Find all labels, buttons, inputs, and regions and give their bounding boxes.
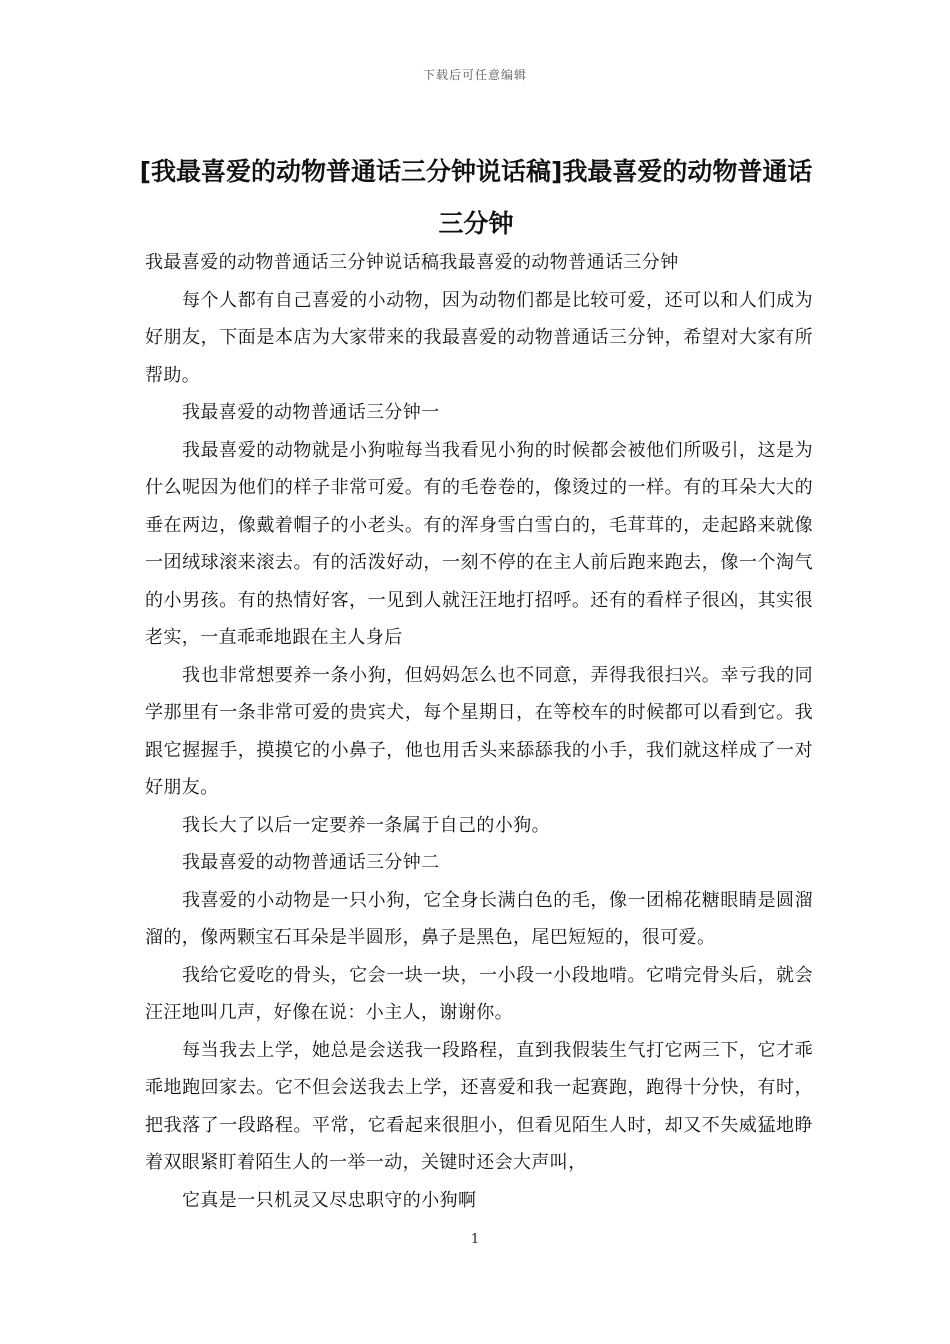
- paragraph: 它真是一只机灵又尽忠职守的小狗啊: [182, 1189, 477, 1211]
- paragraph: 我最喜爱的动物就是小狗啦每当我看见小狗的时候都会被他们所吸引，这是为什么呢因为他们的样子非常可爱。有的毛卷卷的，像烫过的一样。有的耳朵大大的垂在两边，像戴着帽子的小老头。有的浑身雪白雪白的，毛茸茸的，走起路来就像一团绒球滚来滚去。有的活泼好动，一刻不停的在主人前后跑来跑去，像一个淘气的小男孩。有的热情好客，一见到人就汪汪地打招呼。还有的看样子很凶，其实很老实，一直乖乖地跟在主人身后: [145, 439, 813, 648]
- paragraph: 我最喜爱的动物普通话三分钟说话稿我最喜爱的动物普通话三分钟: [145, 252, 679, 273]
- paragraph: 我喜爱的小动物是一只小狗，它全身长满白色的毛，像一团棉花糖眼睛是圆溜溜的，像两颗宝石耳朵是半圆形，鼻子是黑色，尾巴短短的，很可爱。: [145, 889, 813, 948]
- section-heading: 我最喜爱的动物普通话三分钟二: [182, 852, 440, 873]
- paragraph: 我给它爱吃的骨头，它会一块一块，一小段一小段地啃。它啃完骨头后，就会汪汪地叫几声，好像在说：小主人，谢谢你。: [145, 964, 813, 1023]
- document-body: [145, 244, 813, 1219]
- section-heading: 我最喜爱的动物普通话三分钟一: [182, 402, 440, 423]
- document-title: [我最喜爱的动物普通话三分钟说话稿]我最喜爱的动物普通话三分钟: [139, 157, 813, 238]
- paragraph: 我长大了以后一定要养一条属于自己的小狗。: [182, 814, 550, 836]
- paragraph: 我也非常想要养一条小狗，但妈妈怎么也不同意，弄得我很扫兴。幸亏我的同学那里有一条非常可爱的贵宾犬，每个星期日，在等校车的时候都可以看到它。我跟它握握手，摸摸它的小鼻子，他也用舌头来舔舔我的小手，我们就这样成了一对好朋友。: [145, 664, 813, 798]
- page-number: 1: [470, 1232, 480, 1247]
- header-note: 下载后可任意编辑: [422, 68, 527, 82]
- paragraph: 每个人都有自己喜爱的小动物，因为动物们都是比较可爱，还可以和人们成为好朋友，下面是本店为大家带来的我最喜爱的动物普通话三分钟，希望对大家有所帮助。: [145, 289, 813, 386]
- paragraph: 每当我去上学，她总是会送我一段路程，直到我假装生气打它两三下，它才乖乖地跑回家去。它不但会送我去上学，还喜爱和我一起赛跑，跑得十分快，有时，把我落了一段路程。平常，它看起来很胆小，但看见陌生人时，却又不失威猛地睁着双眼紧盯着陌生人的一举一动，关键时还会大声叫，: [145, 1039, 813, 1173]
